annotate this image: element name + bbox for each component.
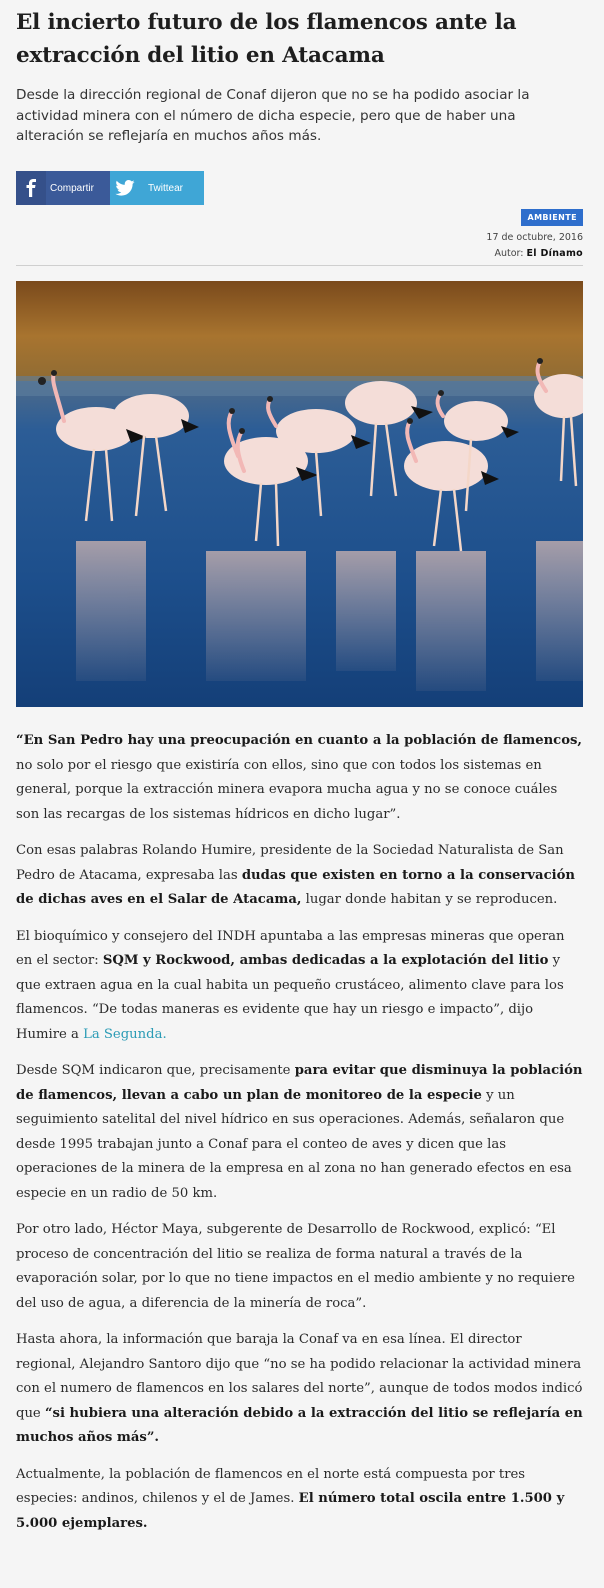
publish-date: 17 de octubre, 2016 xyxy=(486,232,583,243)
twitter-icon xyxy=(110,171,140,205)
paragraph-text: y un seguimiento satelital del nivel hídrico en sus operaciones. Además, señalaron que desde 1995 trabajan junto a Conaf para el conteo de aves y dicen que las operaciones de la minera de la empresa en al zona no han generado efectos en esa especie en un radio de 50 km. xyxy=(16,1087,572,1201)
article-meta xyxy=(486,205,583,259)
article xyxy=(16,0,583,1531)
paragraph xyxy=(16,1059,583,1206)
paragraph-text: no solo por el riesgo que existiría con ellos, sino que con todos los sistemas en general, porque la extracción minera evapora mucha agua y no se conoce cuáles son las recargas de los sistemas hídricos en dicho lugar”. xyxy=(16,757,558,822)
facebook-share-button[interactable] xyxy=(16,171,110,205)
paragraph-bold: dudas que existen en torno a la conservación de dichas aves en el Salar de Atacama, xyxy=(16,867,576,907)
paragraph xyxy=(16,729,583,827)
facebook-share-label: Compartir xyxy=(50,182,94,194)
facebook-icon xyxy=(16,171,46,205)
paragraph-text: Hasta ahora, la información que baraja la Conaf va en esa línea. El director regional, Alejandro Santoro dijo que “no se ha podido relacionar la actividad minera con el numero de flamencos en los salares del norte”, aunque de todos modos indicó que xyxy=(16,1332,583,1421)
article-lede: Desde la dirección regional de Conaf dijeron que no se ha podido asociar la actividad minera con el número de dicha especie, pero que de haber una alteración se reflejaría en muchos años más. xyxy=(16,87,530,144)
article-photo xyxy=(16,281,583,707)
paragraph-text: El bioquímico y consejero del INDH apuntaba a las empresas mineras que operan en el sector: xyxy=(16,928,565,968)
paragraph-text: y que extraen agua en la cual habita un pequeño crustáceo, alimento clave para los flamencos. “De todas maneras es evidente que hay un riesgo e impacto”, dijo Humire a xyxy=(16,953,564,1042)
paragraph xyxy=(16,839,583,913)
paragraph-text: Actualmente, la población de flamencos en el norte está compuesta por tres especies: andinos, chilenos y el de James. xyxy=(16,1466,526,1506)
author-label: Autor: xyxy=(494,248,524,259)
author-name[interactable]: El Dínamo xyxy=(526,248,583,259)
share-bar xyxy=(16,171,204,205)
paragraph-text: lugar donde habitan y se reproducen. xyxy=(301,892,558,907)
paragraph xyxy=(16,1328,583,1451)
paragraph xyxy=(16,925,583,1048)
paragraph xyxy=(16,1218,583,1316)
paragraph-bold: para evitar que disminuya la población de flamencos, llevan a cabo un plan de monitoreo de la especie xyxy=(16,1063,583,1103)
la-segunda-link[interactable]: La Segunda. xyxy=(83,1026,167,1042)
paragraph-text: Por otro lado, Héctor Maya, subgerente de Desarrollo de Rockwood, explicó: “El proceso de concentración del litio se realiza de forma natural a través de la evaporación solar, por lo que no tiene impactos en el medio ambiente y no requiere del uso de agua, a diferencia de la minería de roca”. xyxy=(16,1222,575,1311)
paragraph-text: Desde SQM indicaron que, precisamente xyxy=(16,1063,295,1078)
paragraph-text: Con esas palabras Rolando Humire, presidente de la Sociedad Naturalista de San Pedro de Atacama, expresaba las xyxy=(16,843,564,883)
paragraph xyxy=(16,1463,583,1537)
paragraph-bold: “si hubiera una alteración debido a la extracción del litio se reflejaría en muchos años más”. xyxy=(16,1405,583,1445)
flamingo-photo-illustration xyxy=(16,281,583,707)
article-body xyxy=(16,729,583,1548)
paragraph-bold: El número total oscila entre 1.500 y 5.000 ejemplares. xyxy=(16,1491,565,1531)
paragraph-bold: “En San Pedro hay una preocupación en cuanto a la población de flamencos, xyxy=(16,733,583,748)
article-headline: El incierto futuro de los flamencos ante la extracción del litio en Atacama xyxy=(16,10,517,68)
author-line xyxy=(486,248,583,259)
category-badge[interactable]: AMBIENTE xyxy=(521,209,583,226)
paragraph-bold: SQM y Rockwood, ambas dedicadas a la explotación del litio xyxy=(102,953,549,968)
divider xyxy=(16,265,583,266)
twitter-share-label: Twittear xyxy=(148,182,184,194)
twitter-share-button[interactable] xyxy=(110,171,204,205)
